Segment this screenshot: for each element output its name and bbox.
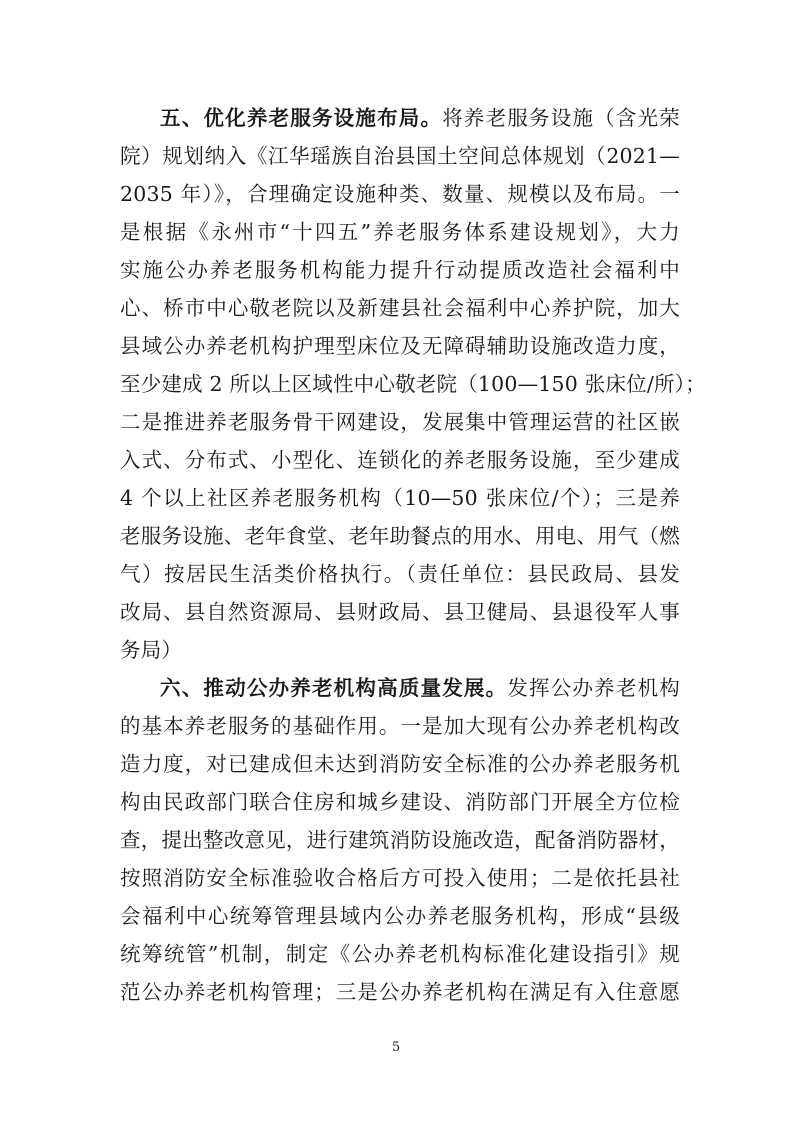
body-text-line: 范公办养老机构管理；三是公办养老机构在满足有入住意愿 <box>120 980 680 1004</box>
body-text-line: 统筹统管”机制，制定《公办养老机构标准化建设指引》规 <box>120 942 680 966</box>
body-text-line: 入式、分布式、小型化、连锁化的养老服务设施，至少建成 <box>120 448 680 472</box>
page-number: 5 <box>391 1040 401 1055</box>
body-text-line: 的基本养老服务的基础作用。一是加大现有公办养老机构改 <box>120 714 680 738</box>
body-text-line: 会福利中心统筹管理县域内公办养老服务机构，形成“县级 <box>120 904 680 928</box>
body-text-line: 4 个以上社区养老服务机构（10—50 张床位/个）；三是养 <box>120 486 680 510</box>
body-text-line: 造力度，对已建成但未达到消防安全标准的公办养老服务机 <box>120 752 680 776</box>
body-text-line: 心、桥市中心敬老院以及新建县社会福利中心养护院，加大 <box>120 296 680 320</box>
section-6-first-line <box>160 673 680 703</box>
body-text-line: 县域公办养老机构护理型床位及无障碍辅助设施改造力度， <box>120 334 680 358</box>
body-text-line: 2035 年）》，合理确定设施种类、数量、规模以及布局。一 <box>120 182 680 206</box>
body-text-line: 构由民政部门联合住房和城乡建设、消防部门开展全方位检 <box>120 790 680 814</box>
section-5-first-line <box>160 103 680 133</box>
body-text-line: 气）按居民生活类价格执行。（责任单位：县民政局、县发 <box>120 562 680 586</box>
body-text-line: 实施公办养老服务机构能力提升行动提质改造社会福利中 <box>120 258 680 282</box>
body-text-line: 发挥公办养老机构 <box>507 676 681 700</box>
body-text-line: 老服务设施、老年食堂、老年助餐点的用水、用电、用气（燃 <box>120 524 680 548</box>
section-6-heading: 六、推动公办养老机构高质量发展。 <box>160 676 508 700</box>
body-text-line: 至少建成 2 所以上区域性中心敬老院（100—150 张床位/所）； <box>120 372 706 396</box>
section-5-heading: 五、优化养老服务设施布局。 <box>160 106 443 130</box>
body-text-line: 是根据《永州市“十四五”养老服务体系建设规划》，大力 <box>120 220 680 244</box>
body-text-line: 按照消防安全标准验收合格后方可投入使用；二是依托县社 <box>120 866 680 890</box>
body-text-line: 院）规划纳入《江华瑶族自治县国土空间总体规划（2021— <box>120 144 680 168</box>
body-text-line: 务局） <box>120 638 183 662</box>
body-text-line: 查，提出整改意见，进行建筑消防设施改造，配备消防器材， <box>120 828 680 852</box>
body-text-line: 改局、县自然资源局、县财政局、县卫健局、县退役军人事 <box>120 600 680 624</box>
body-text-line: 将养老服务设施（含光荣 <box>442 106 680 130</box>
body-text-line: 二是推进养老服务骨干网建设，发展集中管理运营的社区嵌 <box>120 410 680 434</box>
